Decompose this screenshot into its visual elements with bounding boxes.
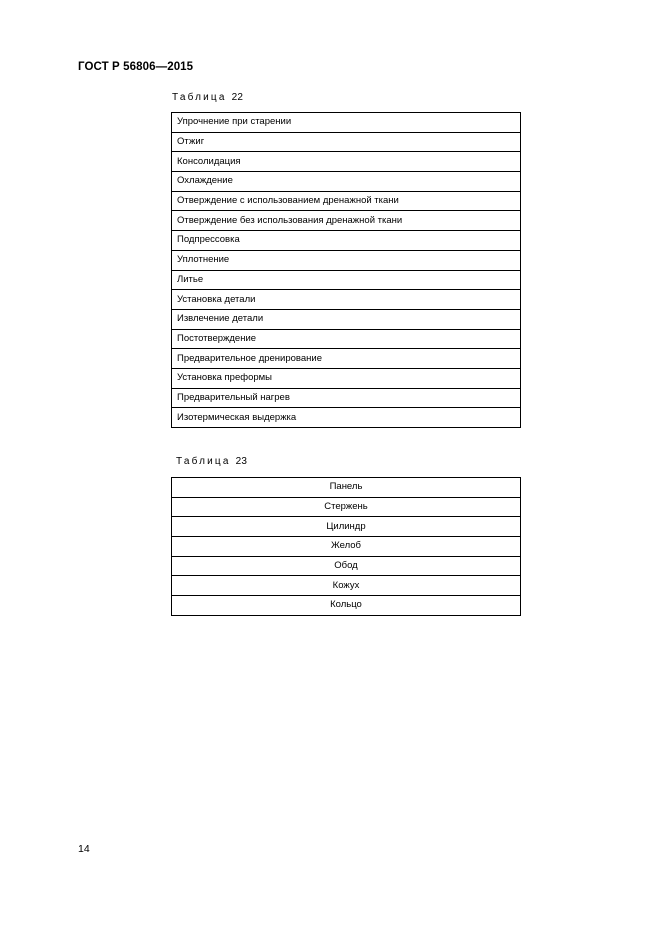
table-cell: Упрочнение при старении [172,113,521,133]
table-cell: Установка преформы [172,368,521,388]
table-cell: Литье [172,270,521,290]
table-23 [171,477,521,616]
table-row [172,576,521,596]
table-row [172,113,521,133]
table-cell: Подпрессовка [172,231,521,251]
table-row [172,270,521,290]
table-cell: Предварительный нагрев [172,388,521,408]
table-23-caption [176,456,247,467]
table-cell: Кожух [172,576,521,596]
table-cell: Отжиг [172,132,521,152]
table-row [172,172,521,192]
table-row [172,596,521,616]
table-row [172,368,521,388]
table-cell: Цилиндр [172,517,521,537]
table-row [172,132,521,152]
table-cell: Стержень [172,497,521,517]
table-22-caption-word: Таблица [172,92,227,103]
table-row [172,309,521,329]
table-cell: Изотермическая выдержка [172,408,521,428]
table-cell: Консолидация [172,152,521,172]
table-23-caption-word: Таблица [176,456,231,467]
table-row [172,250,521,270]
table-23-caption-number: 23 [235,456,248,467]
table-row [172,537,521,557]
table-cell: Кольцо [172,596,521,616]
table-cell: Обод [172,556,521,576]
table-row [172,388,521,408]
page-number: 14 [78,843,90,855]
standard-code-header: ГОСТ Р 56806—2015 [78,61,194,73]
table-row [172,231,521,251]
table-cell: Отверждение без использования дренажной ткани [172,211,521,231]
table-cell: Отверждение с использованием дренажной ткани [172,191,521,211]
table-row [172,497,521,517]
table-row [172,349,521,369]
table-row [172,211,521,231]
table-cell: Предварительное дренирование [172,349,521,369]
table-row [172,152,521,172]
table-cell: Желоб [172,537,521,557]
table-row [172,517,521,537]
table-cell: Охлаждение [172,172,521,192]
table-cell: Извлечение детали [172,309,521,329]
table-row [172,408,521,428]
table-22-caption-number: 22 [231,92,244,103]
table-row [172,290,521,310]
table-row [172,556,521,576]
table-cell: Установка детали [172,290,521,310]
table-22-caption [172,92,243,103]
table-row [172,191,521,211]
table-cell: Постотверждение [172,329,521,349]
table-22 [171,112,521,428]
table-row [172,329,521,349]
table-row [172,478,521,498]
table-cell: Уплотнение [172,250,521,270]
table-cell: Панель [172,478,521,498]
